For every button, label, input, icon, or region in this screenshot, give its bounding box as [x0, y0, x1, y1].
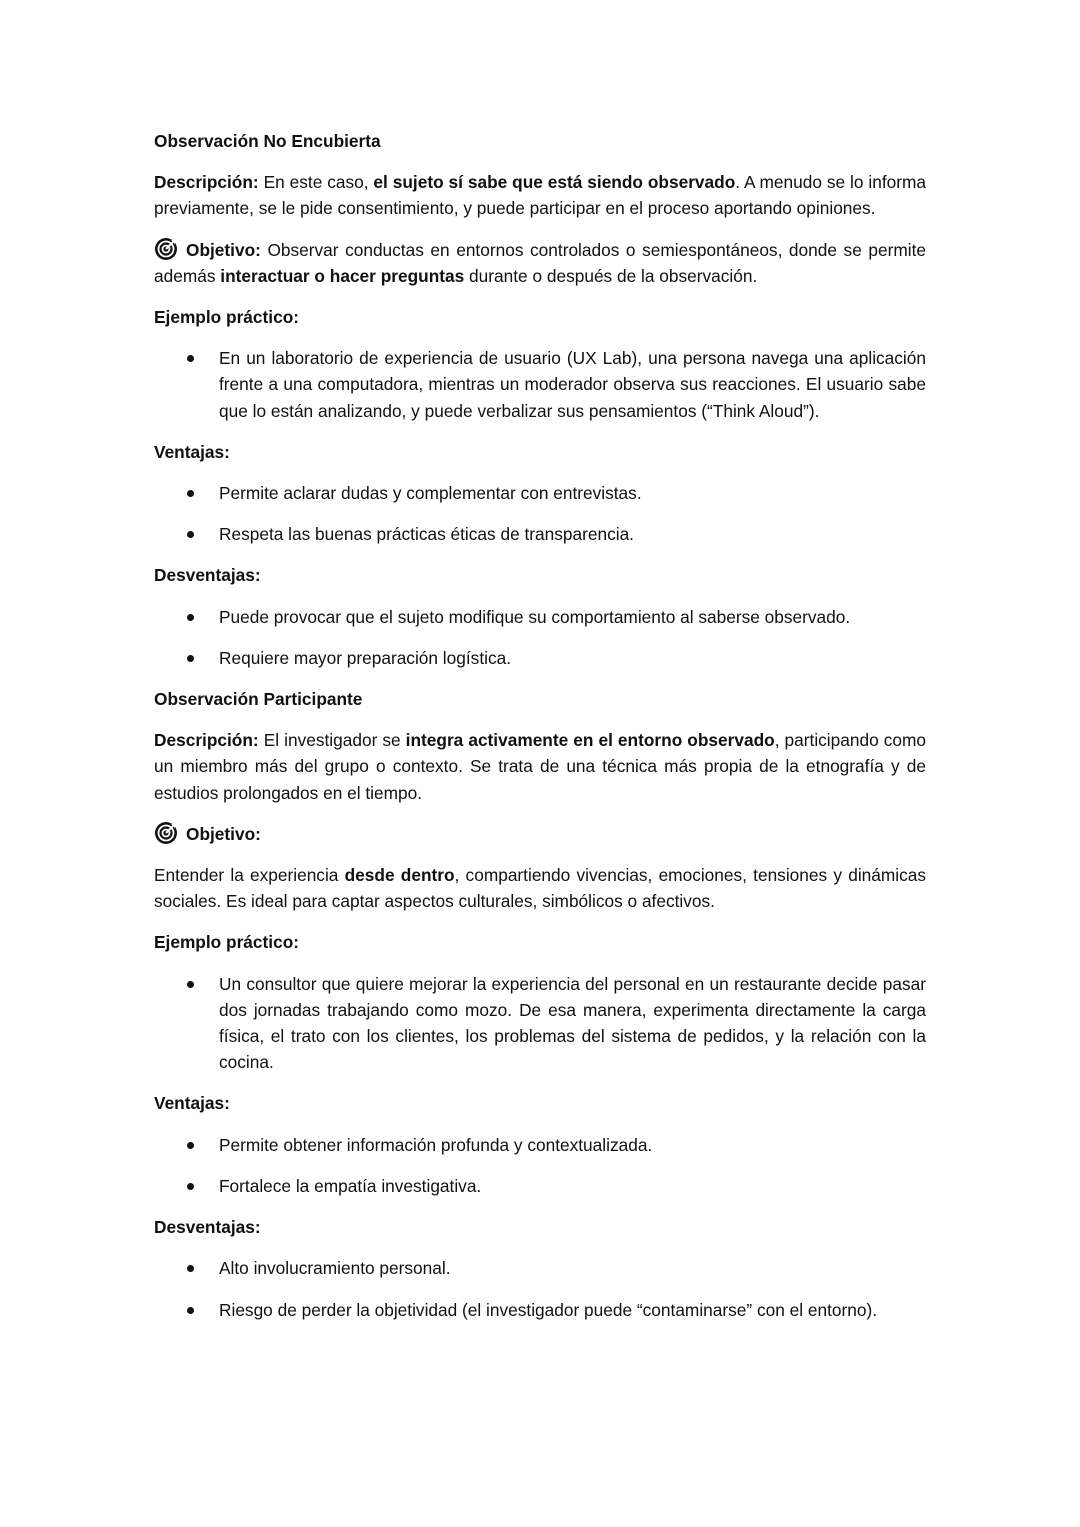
bullet-icon — [187, 1183, 194, 1190]
disadvantages-label: Desventajas: — [154, 565, 261, 586]
bullet-icon — [187, 531, 194, 538]
description-label: Descripción: — [154, 172, 259, 193]
example-label: Ejemplo práctico: — [154, 932, 300, 953]
objective-label: Objetivo: — [186, 823, 261, 844]
target-icon — [154, 237, 178, 261]
list-item: Fortalece la empatía investigativa. — [154, 1173, 926, 1199]
example-list — [154, 971, 926, 1076]
bullet-icon — [187, 655, 194, 662]
disadvantages-list — [154, 604, 926, 671]
objective-highlight: interactuar o hacer preguntas — [220, 265, 465, 286]
bullet-icon — [187, 981, 194, 988]
objective-heading — [154, 821, 926, 847]
list-item: Permite obtener información profunda y contextualizada. — [154, 1132, 926, 1158]
bullet-icon — [187, 490, 194, 497]
objective-text: Entender la experiencia — [154, 865, 345, 886]
section-title: Observación Participante — [154, 689, 363, 710]
list-item: Un consultor que quiere mejorar la experiencia del personal en un restaurante decide pasar dos jornadas trabajando como mozo. De esa manera, experimenta directamente la carga física, el trato con los clientes, los problemas del sistema de pedidos, y la relación con la cocina. — [154, 971, 926, 1076]
objective-text: durante o después de la observación. — [464, 265, 758, 286]
advantages-label: Ventajas: — [154, 441, 230, 462]
bullet-icon — [187, 1307, 194, 1314]
description-text: . A menudo se lo informa previamente, se le pide consentimiento, y puede participar en el proceso aportando opiniones. — [154, 172, 927, 219]
example-label: Ejemplo práctico: — [154, 307, 300, 328]
objective-highlight: desde dentro — [344, 865, 455, 886]
document-page — [154, 128, 926, 1338]
advantages-label: Ventajas: — [154, 1093, 230, 1114]
list-item: Requiere mayor preparación logística. — [154, 645, 926, 671]
disadvantages-list — [154, 1255, 926, 1322]
objective-text: , compartiendo vivencias, emociones, tensiones y dinámicas sociales. Es ideal para captar aspectos culturales, simbólicos o afectivos. — [154, 865, 927, 912]
objective-paragraph — [154, 237, 926, 289]
disadvantages-label: Desventajas: — [154, 1217, 261, 1238]
advantages-list — [154, 480, 926, 547]
example-list — [154, 345, 926, 424]
objective-paragraph — [154, 862, 926, 914]
objective-text: Observar conductas en entornos controlados o semiespontáneos, donde se permite además — [154, 239, 926, 286]
description-text: El investigador se — [258, 730, 406, 751]
description-label: Descripción: — [154, 730, 259, 751]
list-item: En un laboratorio de experiencia de usuario (UX Lab), una persona navega una aplicación frente a una computadora, mientras un moderador observa sus reacciones. El usuario sabe que lo están analizando, y puede verbalizar sus pensamientos (“Think Aloud”). — [154, 345, 926, 424]
section-title: Observación No Encubierta — [154, 131, 381, 151]
advantages-list — [154, 1132, 926, 1199]
description-paragraph — [154, 169, 926, 221]
list-item: Respeta las buenas prácticas éticas de transparencia. — [154, 521, 926, 547]
bullet-icon — [187, 355, 194, 362]
list-item: Riesgo de perder la objetividad (el investigador puede “contaminarse” con el entorno). — [154, 1297, 926, 1323]
list-item: Puede provocar que el sujeto modifique su comportamiento al saberse observado. — [154, 604, 926, 630]
objective-label: Objetivo: — [186, 239, 261, 260]
bullet-icon — [187, 1142, 194, 1149]
bullet-icon — [187, 614, 194, 621]
description-highlight: el sujeto sí sabe que está siendo observado — [373, 172, 736, 193]
bullet-icon — [187, 1265, 194, 1272]
list-item: Permite aclarar dudas y complementar con entrevistas. — [154, 480, 926, 506]
description-paragraph — [154, 727, 926, 806]
description-highlight: integra activamente en el entorno observado — [405, 730, 775, 751]
target-icon — [154, 821, 178, 845]
description-text: , participando como un miembro más del grupo o contexto. Se trata de una técnica más propia de la etnografía y de estudios prolongados en el tiempo. — [154, 730, 927, 803]
description-text: En este caso, — [258, 172, 374, 193]
list-item: Alto involucramiento personal. — [154, 1255, 926, 1281]
